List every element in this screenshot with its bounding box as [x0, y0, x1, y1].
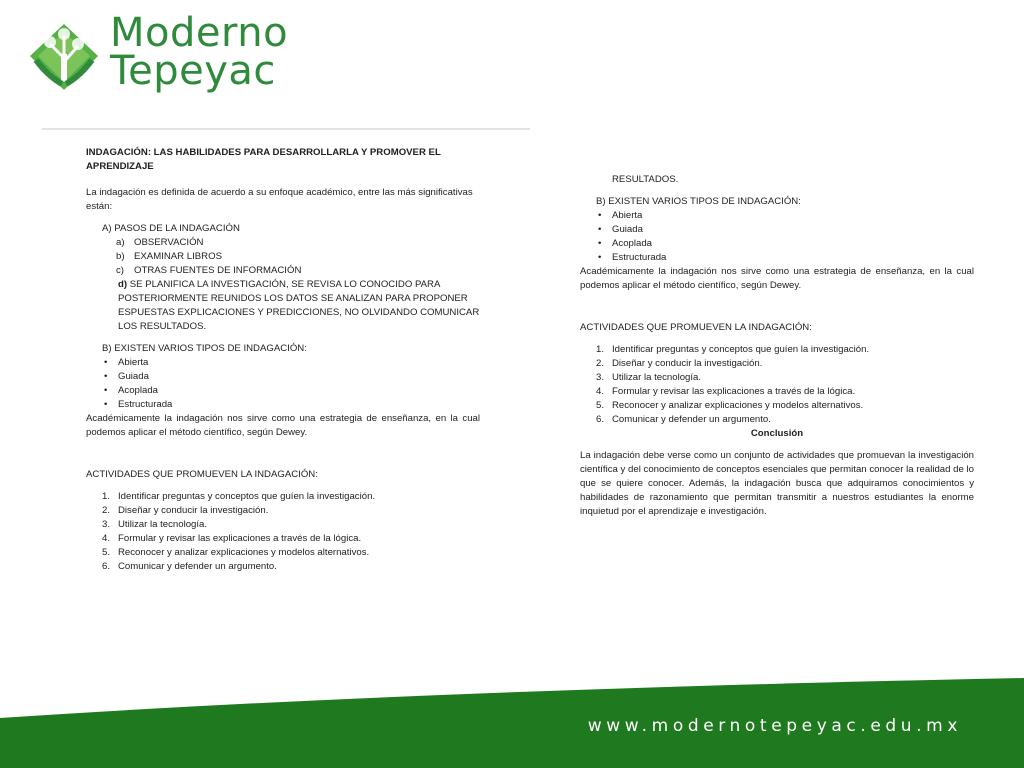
- list-item: 6. Comunicar y defender un argumento.: [102, 561, 277, 572]
- list-item: 1. Identificar preguntas y conceptos que guíen la investigación.: [596, 344, 870, 355]
- list-item: • Acoplada: [580, 237, 974, 251]
- list-item: • Estructurada: [86, 398, 480, 412]
- academic-paragraph: Académicamente la indagación nos sirve como una estrategia de enseñanza, en la cual podemos aplicar el método científico, según Dewey.: [86, 413, 480, 438]
- section-a-heading: A) PASOS DE LA INDAGACIÓN: [102, 223, 240, 234]
- list-item-text: Identificar preguntas y conceptos que guíen la investigación.: [118, 491, 376, 502]
- list-item-text: OBSERVACIÓN: [134, 237, 204, 248]
- list-item: 2. Diseñar y conducir la investigación.: [596, 358, 763, 369]
- academic-paragraph: Académicamente la indagación nos sirve como una estrategia de enseñanza, en la cual podemos aplicar el método científico, según Dewey.: [580, 266, 974, 291]
- list-item-text: Utilizar la tecnología.: [612, 372, 702, 383]
- list-item: • Estructurada: [580, 251, 974, 265]
- tree-hands-logo-icon: [28, 18, 100, 94]
- list-item: 5. Reconocer y analizar explicaciones y modelos alternativos.: [596, 400, 864, 411]
- activities-list: [86, 490, 480, 574]
- list-item-text: Utilizar la tecnología.: [118, 519, 208, 530]
- activities-list: [580, 343, 974, 427]
- website-link[interactable]: www.modernotepeyac.edu.mx: [587, 716, 962, 736]
- list-item-marker: c): [116, 265, 124, 276]
- list-item: • Abierta: [580, 209, 974, 223]
- list-item: • Guiada: [580, 223, 974, 237]
- activities-heading: ACTIVIDADES QUE PROMUEVEN LA INDAGACIÓN:: [86, 469, 318, 480]
- list-item-text: Comunicar y defender un argumento.: [612, 414, 771, 425]
- list-item-text: Identificar preguntas y conceptos que guíen la investigación.: [612, 344, 870, 355]
- step-d-marker: d): [118, 279, 128, 290]
- list-item: • Abierta: [86, 356, 480, 370]
- results-line: RESULTADOS.: [612, 174, 679, 185]
- list-item: [86, 264, 480, 278]
- list-item-marker: a): [116, 237, 125, 248]
- list-item-text: Formular y revisar las explicaciones a través de la lógica.: [118, 533, 362, 544]
- list-item: 3. Utilizar la tecnología.: [596, 372, 702, 383]
- intro-paragraph: La indagación es definida de acuerdo a su enfoque académico, entre las más significativas están:: [86, 187, 473, 212]
- conclusion-paragraph: La indagación debe verse como un conjunto de actividades que promuevan la investigación científica y del conocimiento de conceptos esenciales que permitan conocer la realidad de lo que se quiere conocer. Además, la indagación busca que adquiramos conocimientos y habilidades de razonamiento que permitan transmitir a nuestros estudiantes la enorme inquietud por el aprendizaje e investigación.: [580, 450, 974, 517]
- list-item: [86, 236, 480, 250]
- list-item: 3. Utilizar la tecnología.: [102, 519, 208, 530]
- brand-line-2: Tepeyac: [110, 48, 276, 94]
- list-item-text: Reconocer y analizar explicaciones y modelos alternativos.: [118, 547, 370, 558]
- list-item-text: Formular y revisar las explicaciones a través de la lógica.: [612, 386, 856, 397]
- list-item-text: Comunicar y defender un argumento.: [118, 561, 277, 572]
- section-b-heading: B) EXISTEN VARIOS TIPOS DE INDAGACIÓN:: [102, 343, 307, 354]
- list-item: 5. Reconocer y analizar explicaciones y modelos alternativos.: [102, 547, 370, 558]
- brand-name: [110, 10, 289, 94]
- brand-logo: [28, 10, 318, 94]
- step-d-paragraph: [86, 278, 480, 334]
- conclusion-heading: Conclusión: [750, 428, 804, 439]
- list-item-text: EXAMINAR LIBROS: [134, 251, 222, 262]
- list-item: [86, 250, 480, 264]
- divider: [42, 128, 530, 130]
- list-item: 1. Identificar preguntas y conceptos que guíen la investigación.: [102, 491, 376, 502]
- types-list: [580, 209, 974, 265]
- list-item: 4. Formular y revisar las explicaciones a través de la lógica.: [596, 386, 856, 397]
- list-item-text: Reconocer y analizar explicaciones y modelos alternativos.: [612, 400, 864, 411]
- brand-line-1: Moderno: [110, 10, 289, 56]
- list-item: 2. Diseñar y conducir la investigación.: [102, 505, 269, 516]
- list-item-text: Diseñar y conducir la investigación.: [118, 505, 269, 516]
- list-item: 4. Formular y revisar las explicaciones a través de la lógica.: [102, 533, 362, 544]
- list-item: • Acoplada: [86, 384, 480, 398]
- types-list: [86, 356, 480, 412]
- section-b-heading: B) EXISTEN VARIOS TIPOS DE INDAGACIÓN:: [596, 196, 801, 207]
- document-title: INDAGACIÓN: LAS HABILIDADES PARA DESARROLLARLA Y PROMOVER EL APRENDIZAJE: [86, 147, 441, 172]
- list-item-text: OTRAS FUENTES DE INFORMACIÓN: [134, 265, 302, 276]
- steps-list: [86, 236, 480, 278]
- list-item: • Guiada: [86, 370, 480, 384]
- document-column-left: [86, 146, 480, 574]
- document-column-right: [580, 173, 974, 519]
- list-item-marker: b): [116, 251, 125, 262]
- step-d-text: SE PLANIFICA LA INVESTIGACIÓN, SE REVISA LO CONOCIDO PARA POSTERIORMENTE REUNIDOS LOS DATOS SE ANALIZAN PARA PROPONER ESPUESTAS EXPLICACIONES Y PREDICCIONES, NO OLVIDANDO COMUNICAR LOS RESULTADOS.: [118, 279, 480, 332]
- list-item: 6. Comunicar y defender un argumento.: [596, 414, 771, 425]
- list-item-text: Diseñar y conducir la investigación.: [612, 358, 763, 369]
- activities-heading: ACTIVIDADES QUE PROMUEVEN LA INDAGACIÓN:: [580, 322, 812, 333]
